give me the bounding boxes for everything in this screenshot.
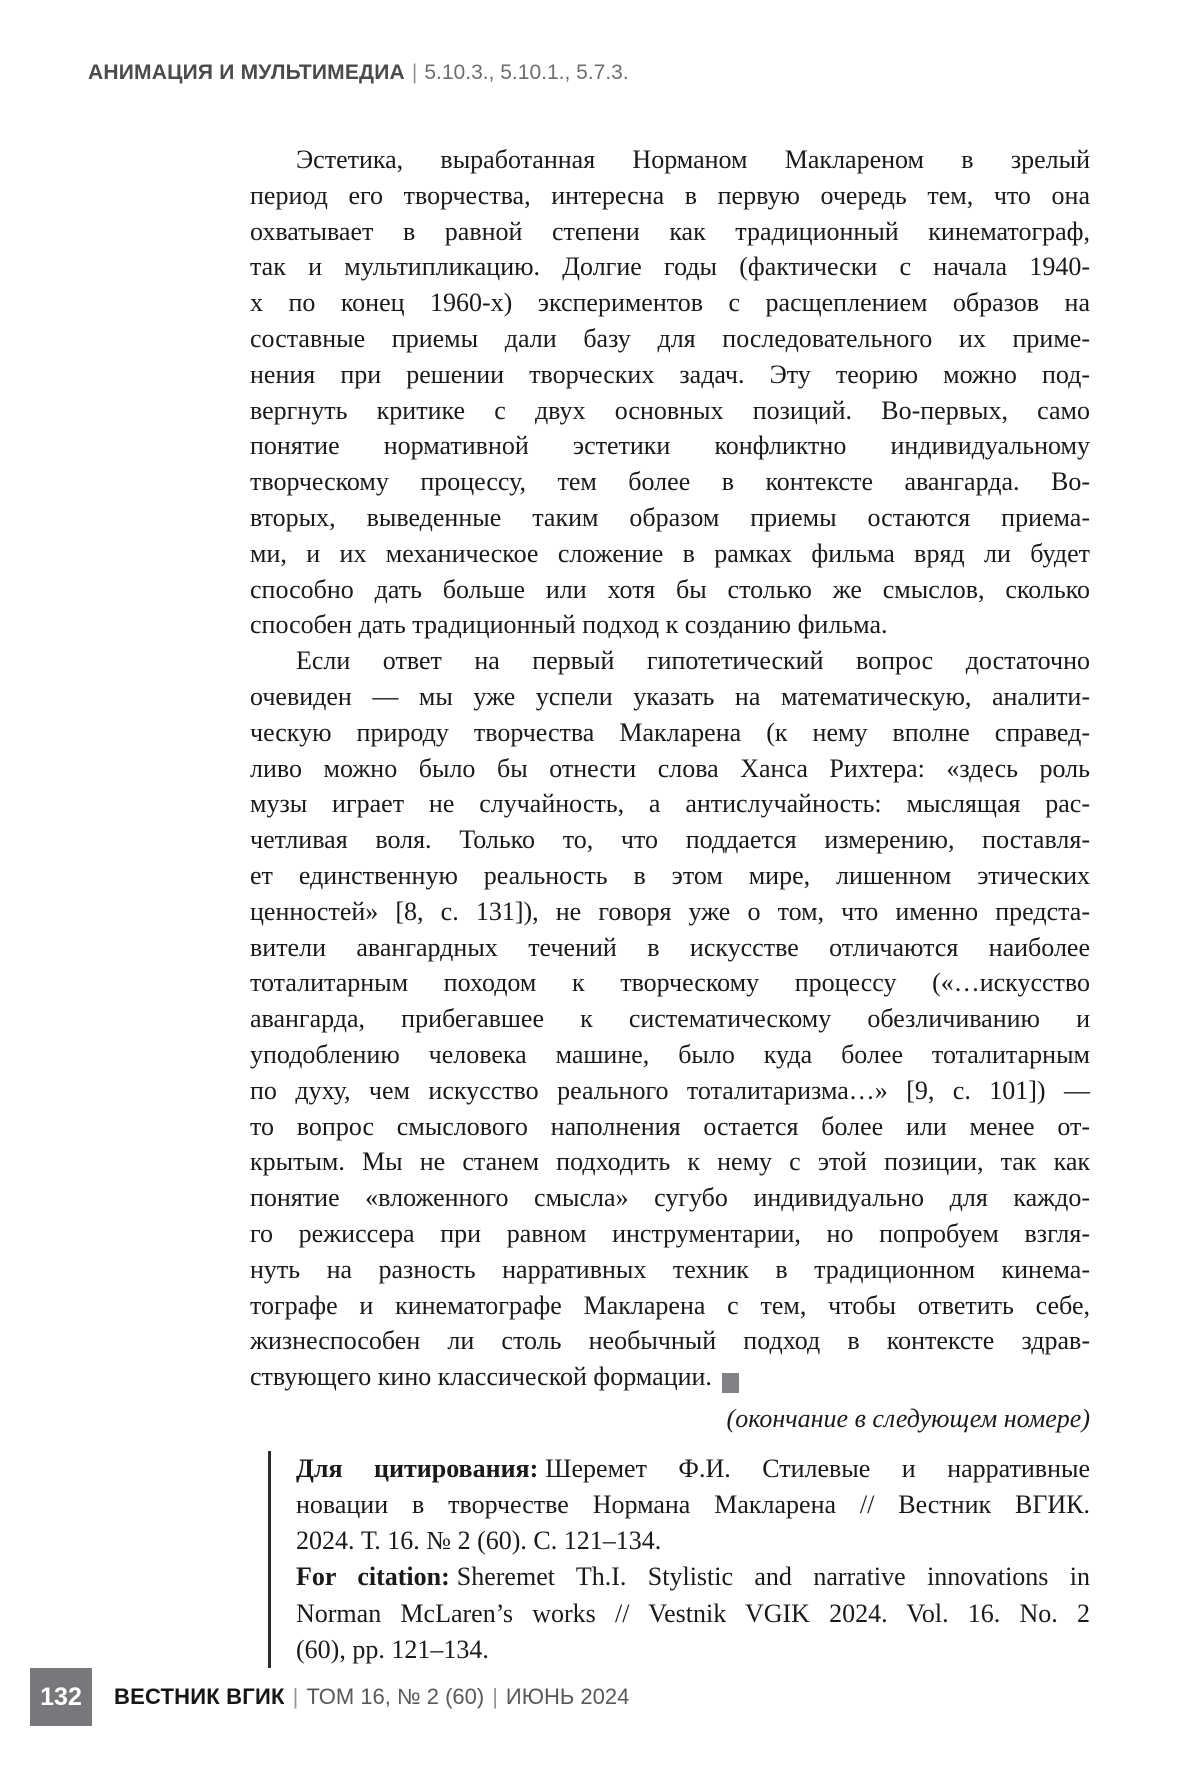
text-line: го режиссера при равном инструментарии, но попробуем взгля-: [250, 1218, 1090, 1248]
citation-en-line-3: (60), pp. 121–134.: [296, 1634, 489, 1664]
citation-ru-text: Шеремет Ф.И. Стилевые и нарративные: [545, 1453, 1090, 1483]
text-line: музы играет не случайность, а антислучайность: мыслящая рас-: [250, 789, 1090, 819]
text-line: период его творчества, интересна в первую очередь тем, что она: [250, 180, 1090, 210]
citation-en-line-2: Norman McLaren’s works // Vestnik VGIK 2024. Vol. 16. No. 2: [296, 1598, 1090, 1628]
text-line: понятие «вложенного смысла» сугубо индивидуально для каждо-: [250, 1183, 1090, 1213]
end-of-article-square-icon: [722, 1373, 739, 1393]
footer-separator: |: [492, 1684, 498, 1709]
footer-journal-line: [114, 1668, 629, 1726]
paragraph-1-last-line: способен дать традиционный подход к созданию фильма.: [250, 610, 888, 640]
footer-issue: ТОМ 16, № 2 (60): [306, 1684, 485, 1709]
text-line: ческую природу творчества Макларена (к нему вполне справед-: [250, 717, 1090, 747]
text-line: составные приемы дали базу для последовательного их приме-: [250, 323, 1090, 353]
classification-codes: 5.10.3., 5.10.1., 5.7.3.: [424, 61, 629, 84]
text-line: х по конец 1960-х) экспериментов с расщеплением образов на: [250, 288, 1090, 318]
text-line: уподоблению человека машине, было куда более тоталитарным: [250, 1039, 1090, 1069]
citation-ru-label: Для цитирования:: [296, 1453, 539, 1483]
text-line: по духу, чем искусство реального тоталитаризма…» [9, с. 101]) —: [250, 1075, 1090, 1105]
footer-separator: |: [292, 1684, 299, 1709]
paragraph-2-last-line: [250, 1359, 1090, 1395]
text-line: творческому процессу, тем более в контексте авангарда. Во-: [250, 467, 1090, 497]
text-line: то вопрос смыслового наполнения остается более или менее от-: [250, 1111, 1090, 1141]
citation-ru-line-2: новации в творчестве Нормана Макларена // Вестник ВГИК.: [296, 1489, 1090, 1519]
text-line: ствующего кино классической формации.: [250, 1362, 712, 1392]
text-line: вторых, выведенные таким образом приемы остаются приема-: [250, 502, 1090, 532]
journal-title: ВЕСТНИК ВГИК: [114, 1684, 285, 1709]
paragraph-2: [250, 643, 1090, 1359]
text-line: Если ответ на первый гипотетический вопрос достаточно: [296, 646, 1090, 676]
running-head: [88, 60, 629, 86]
paragraph-1: [250, 142, 1090, 607]
page-number-badge: [30, 1668, 92, 1726]
text-line: жизнеспособен ли столь необычный подход в контексте здрав-: [250, 1326, 1090, 1356]
section-rubric: АНИМАЦИЯ И МУЛЬТИМЕДИА: [88, 61, 405, 84]
text-line: так и мультипликацию. Долгие годы (фактически с начала 1940-: [250, 252, 1090, 282]
citation-en-line-1: [296, 1559, 1090, 1595]
text-line: очевиден — мы уже успели указать на математическую, аналити-: [250, 681, 1090, 711]
text-line: четливая воля. Только то, что поддается измерению, поставля-: [250, 825, 1090, 855]
text-line: понятие нормативной эстетики конфликтно индивидуальному: [250, 431, 1090, 461]
citation-en-label: For citation:: [296, 1562, 450, 1592]
continuation-note: (окончание в следующем номере): [726, 1403, 1090, 1433]
page-number: 132: [40, 1682, 82, 1711]
text-line: ливо можно было бы отнести слова Ханса Рихтера: «здесь роль: [250, 753, 1090, 783]
text-line: нуть на разность нарративных техник в традиционном кинема-: [250, 1254, 1090, 1284]
text-line: ценностей» [8, с. 131]), не говоря уже о том, что именно предста-: [250, 896, 1090, 926]
text-line: Эстетика, выработанная Норманом Маклареном в зрелый: [296, 145, 1090, 174]
text-line: нения при решении творческих задач. Эту теорию можно под-: [250, 359, 1090, 389]
text-line: авангарда, прибегавшее к систематическому обезличиванию и: [250, 1004, 1090, 1034]
text-line: вители авангардных течений в искусстве отличаются наиболее: [250, 932, 1090, 962]
text-line: тографе и кинематографе Макларена с тем, чтобы ответить себе,: [250, 1290, 1090, 1320]
footer-date: ИЮНЬ 2024: [505, 1684, 630, 1709]
text-line: крытым. Мы не станем подходить к нему с этой позиции, так как: [250, 1147, 1090, 1177]
text-line: тоталитарным походом к творческому процессу («…искусство: [250, 968, 1090, 998]
header-separator: |: [411, 61, 418, 84]
citation-ru-line-3: 2024. Т. 16. № 2 (60). С. 121–134.: [296, 1526, 662, 1556]
article-body: [250, 142, 1090, 1668]
citation-en-text: Sheremet Th.I. Stylistic and narrative innovations in: [456, 1562, 1091, 1592]
text-line: вергнуть критике с двух основных позиций. Во-первых, само: [250, 395, 1090, 425]
citation-block: [268, 1451, 1090, 1668]
text-line: способно дать больше или хотя бы столько же смыслов, сколько: [250, 574, 1090, 604]
text-line: охватывает в равной степени как традиционный кинематограф,: [250, 216, 1090, 246]
citation-ru-line-1: [296, 1451, 1090, 1487]
text-line: ет единственную реальность в этом мире, лишенном этических: [250, 860, 1090, 890]
text-line: ми, и их механическое сложение в рамках фильма вряд ли будет: [250, 538, 1090, 568]
